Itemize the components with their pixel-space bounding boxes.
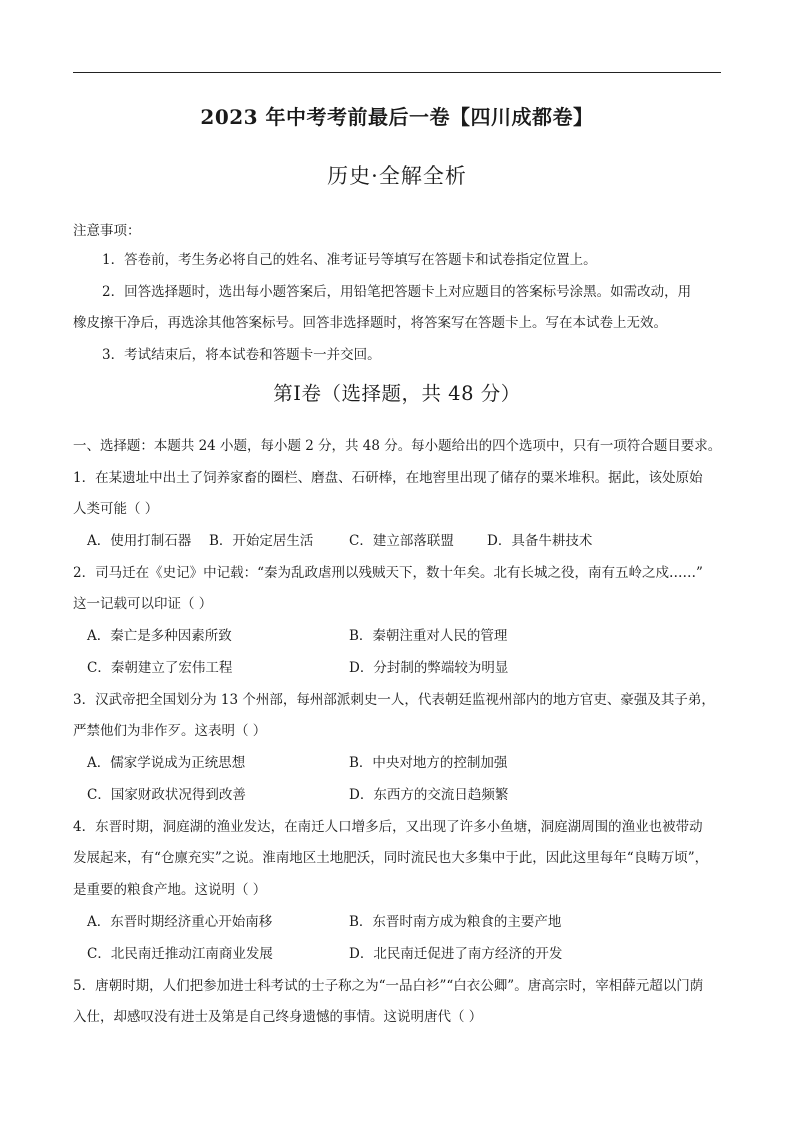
question-1-option-b: B．开始定居生活: [209, 533, 314, 549]
question-3-line-1: 3．汉武帝把全国划分为 13 个州部，每州部派刺史一人，代表朝廷监视州部内的地方官吏、豪强及其子弟，: [73, 692, 715, 708]
question-4-option-a: A．东晋时期经济重心开始南移: [87, 914, 273, 930]
question-3-option-d: D．东西方的交流日趋频繁: [349, 787, 509, 803]
question-2-option-d: D．分封制的弊端较为明显: [349, 660, 509, 676]
question-1-line-1: 1．在某遗址中出土了饲养家畜的圈栏、磨盘、石研棒，在地窖里出现了储存的粟米堆积。据此，该处原始: [73, 470, 703, 486]
question-4-line-3: 是重要的粮食产地。这说明（ ）: [73, 882, 267, 898]
question-5-line-1: 5．唐朝时期，人们把参加进士科考试的士子称之为“一品白衫”“白衣公卿”。唐高宗时，宰相薛元超以门荫: [73, 978, 704, 994]
question-1-option-d: D．具备牛耕技术: [487, 533, 593, 549]
question-3-line-2: 严禁他们为非作歹。这表明（ ）: [73, 723, 267, 739]
question-2-line-2: 这一记载可以印证（ ）: [73, 596, 213, 612]
header-rule: [73, 72, 721, 73]
page-title: 2023 年中考考前最后一卷【四川成都卷】: [200, 105, 594, 129]
question-3-option-c: C．国家财政状况得到改善: [87, 787, 246, 803]
question-2-option-c: C．秦朝建立了宏伟工程: [87, 660, 233, 676]
note-3: 3．考试结束后，将本试卷和答题卡一并交回。: [102, 347, 381, 363]
question-4-option-d: D．北民南迁促进了南方经济的开发: [349, 946, 563, 962]
question-1-option-c: C．建立部落联盟: [349, 533, 454, 549]
page-subtitle: 历史·全解全析: [327, 164, 467, 188]
question-1-option-a: A．使用打制石器: [87, 533, 192, 549]
question-4-line-2: 发展起来，有“仓廪充实”之说。淮南地区土地肥沃，同时流民也大多集中于此，因此这里每年“良畴万顷”，: [73, 850, 709, 866]
question-2-option-b: B．秦朝注重对人民的管理: [349, 628, 508, 644]
question-2-option-a: A．秦亡是多种因素所致: [87, 628, 232, 644]
question-5-line-2: 入仕，却感叹没有进士及第是自己终身遗憾的事情。这说明唐代（ ）: [73, 1009, 483, 1025]
question-4-option-b: B．东晋时南方成为粮食的主要产地: [349, 914, 562, 930]
section-intro: 一、选择题：本题共 24 小题，每小题 2 分，共 48 分。每小题给出的四个选项中，只有一项符合题目要求。: [73, 438, 722, 454]
note-1: 1．答卷前，考生务必将自己的姓名、准考证号等填写在答题卡和试卷指定位置上。: [102, 252, 597, 268]
question-4-line-1: 4．东晋时期，洞庭湖的渔业发达，在南迁人口增多后，又出现了许多小鱼塘，洞庭湖周围的渔业也被带动: [73, 819, 703, 835]
question-2-line-1: 2．司马迁在《史记》中记载：“秦为乱政虐刑以残贼天下，数十年矣。北有长城之役，南有五岭之戍……”: [73, 565, 703, 581]
note-2-cont: 橡皮擦干净后，再选涂其他答案标号。回答非选择题时，将答案写在答题卡上。写在本试卷上无效。: [73, 315, 667, 331]
question-4-option-c: C．北民南迁推动江南商业发展: [87, 946, 273, 962]
question-3-option-a: A．儒家学说成为正统思想: [87, 755, 246, 771]
question-3-option-b: B．中央对地方的控制加强: [349, 755, 508, 771]
notes-heading: 注意事项：: [73, 223, 141, 239]
question-1-line-2: 人类可能（ ）: [73, 501, 159, 517]
note-2: 2．回答选择题时，选出每小题答案后，用铅笔把答题卡上对应题目的答案标号涂黑。如需改动，用: [102, 284, 692, 300]
section-title: 第Ⅰ卷（选择题，共 48 分）: [273, 382, 521, 405]
